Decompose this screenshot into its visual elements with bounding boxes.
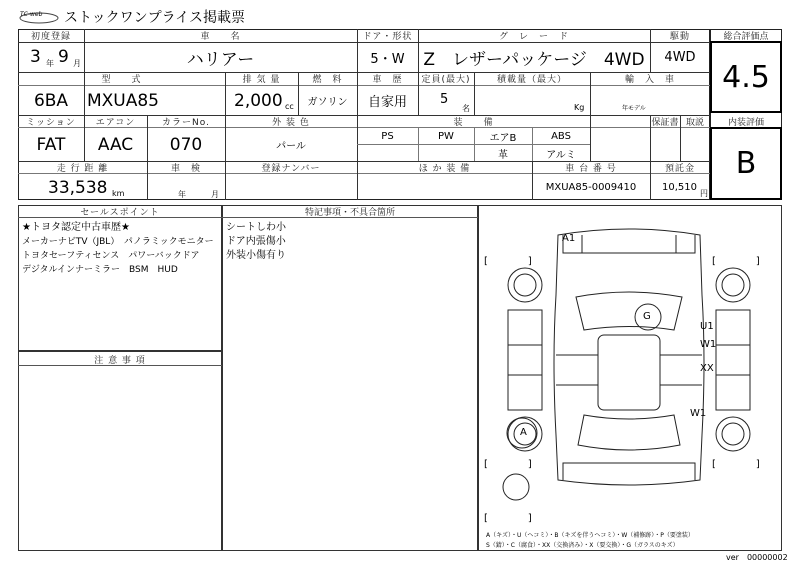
mileage: 33,538 — [48, 178, 108, 198]
reg-month-unit: 月 — [73, 59, 81, 68]
interior-score-label: 内装評価 — [727, 117, 764, 128]
recycle: 10,510 — [662, 182, 697, 193]
notes-label: 注 意 事 項 — [18, 353, 222, 366]
warranty-label: 保証書 — [651, 117, 679, 128]
other-equipment-label: ほ か 装 備 — [418, 163, 471, 174]
mileage-label: 走 行 距 離 — [56, 163, 109, 174]
color-no-label: カラーNo. — [162, 117, 210, 128]
import-year-sub: 年モデル — [622, 105, 646, 112]
inspection-year-unit: 年 — [178, 190, 186, 199]
page-title: ストックワンプライス掲載票 — [64, 10, 246, 26]
damage-mark-w1-rear: W1 — [690, 408, 707, 419]
capacity: 5 — [440, 92, 449, 107]
mission-label: ミッション — [26, 117, 76, 128]
reg-year: 3 — [30, 47, 41, 67]
car-name: ハリアー — [186, 50, 255, 70]
aircon: AAC — [97, 134, 134, 155]
damage-mark-w1: W1 — [700, 339, 717, 350]
damage-mark-u1: U1 — [700, 321, 714, 332]
recycle-label: 預託金 — [664, 163, 695, 174]
overall-score-label: 総合評価点 — [723, 31, 769, 42]
remarks-label: 特記事項・不具合箇所 — [222, 205, 478, 218]
first-reg-label: 初度登録 — [30, 32, 71, 42]
reg-number-label: 登録ナンバー — [261, 163, 321, 174]
overall-score: 4.5 — [722, 59, 770, 95]
damage-mark-g: G — [643, 311, 651, 322]
displacement: 2,000 — [234, 91, 283, 111]
version: ver 00000002 — [726, 553, 788, 562]
aircon-label: エアコン — [95, 117, 136, 128]
fuel: ガソリン — [307, 97, 348, 108]
logo-text: TC-web — [20, 11, 43, 18]
fuel-label: 燃 料 — [312, 75, 343, 85]
mileage-unit: km — [112, 189, 125, 198]
capacity-unit: 名 — [462, 104, 470, 113]
model-prefix: 6BA — [33, 90, 69, 111]
model-label: 型 式 — [101, 75, 142, 85]
mission: FAT — [36, 134, 66, 155]
damage-mark-a1: A1 — [562, 233, 576, 244]
sales-point-line: トヨタセーフティセンス パワーバックドア — [22, 251, 200, 261]
displacement-label: 排 気 量 — [242, 75, 281, 85]
equipment-airbag: エアB — [489, 132, 517, 144]
import-label: 輸 入 車 — [624, 75, 675, 85]
exterior-color: パール — [276, 141, 306, 152]
equipment-leather: 革 — [498, 149, 508, 161]
model: MXUA85 — [86, 90, 160, 111]
notes-box — [18, 351, 222, 551]
sales-points-label: セールスポイント — [18, 205, 222, 218]
grade: Z レザーパッケージ 4WD — [423, 50, 645, 70]
bracket-bottom-left: [ ] — [484, 513, 532, 524]
equipment-pw: PW — [438, 130, 454, 142]
load-label: 積載量（最大） — [496, 75, 567, 85]
remarks-list — [226, 221, 286, 263]
bracket-rear-right: [ ] — [712, 459, 760, 470]
chassis-number: MXUA85-0009410 — [545, 181, 637, 193]
usage: 自家用 — [367, 95, 407, 110]
sales-point-line: デジタルインナーミラー BSM HUD — [22, 265, 178, 275]
door-type-label: ドア・形状 — [362, 32, 413, 42]
interior-score: B — [735, 146, 757, 181]
damage-mark-a: A — [520, 427, 527, 438]
remark-line: 外装小傷有り — [226, 250, 286, 261]
diagram-legend-line2: S（錆）・C（腐食）・XX（交換済み）・X（要交換）・G（ガラスのキズ） — [486, 542, 679, 549]
sales-point-line: メーカーナビTV（JBL） パノラミックモニター — [22, 237, 214, 247]
load-unit: Kg — [574, 103, 585, 112]
reg-year-unit: 年 — [46, 59, 54, 68]
reg-month: 9 — [58, 47, 69, 67]
inspection-label: 車 検 — [170, 163, 201, 174]
diagram-legend-line1: A（キズ）・U（ヘコミ）・B（キズを伴うヘコミ）・W（補修跡）・P（要塗装） — [486, 532, 694, 539]
displacement-unit: cc — [285, 102, 294, 111]
manual-label: 取説 — [685, 117, 704, 128]
bracket-front-right: [ ] — [712, 256, 760, 267]
exterior-color-label: 外 装 色 — [272, 117, 310, 128]
equipment-abs: ABS — [551, 130, 571, 142]
capacity-label: 定員(最大) — [421, 75, 471, 85]
bracket-front-left: [ ] — [484, 256, 532, 267]
drive: 4WD — [664, 50, 696, 65]
car-name-label: 車 名 — [200, 32, 241, 42]
sales-point-line: ★トヨタ認定中古車歴★ — [22, 222, 130, 233]
chassis-number-label: 車 台 番 号 — [565, 163, 617, 174]
remark-line: ドア内張傷小 — [226, 236, 286, 247]
recycle-unit: 円 — [700, 189, 708, 198]
grade-label: グ レ ー ド — [498, 32, 569, 42]
sales-points-list — [22, 221, 214, 277]
remark-line: シートしわ小 — [226, 222, 286, 233]
door-type: 5・W — [370, 52, 405, 67]
usage-label: 車 歴 — [372, 75, 403, 85]
equipment-alloy: アルミ — [546, 149, 576, 161]
damage-mark-xx: XX — [700, 363, 714, 374]
logo — [18, 9, 60, 23]
inspection-month-unit: 月 — [211, 190, 219, 199]
equipment-ps: PS — [381, 130, 394, 142]
drive-label: 駆動 — [669, 32, 690, 42]
equipment-label: 装 備 — [453, 117, 494, 128]
bracket-rear-left: [ ] — [484, 459, 532, 470]
color-no: 070 — [169, 134, 203, 155]
